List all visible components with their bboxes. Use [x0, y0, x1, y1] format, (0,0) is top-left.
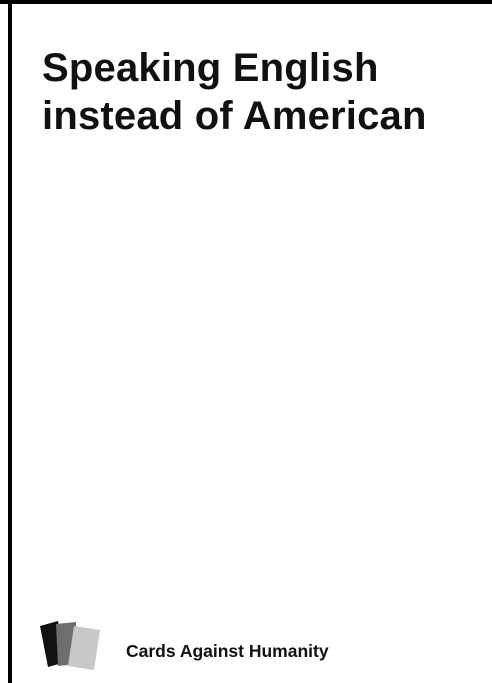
- stacked-cards-icon: [38, 612, 118, 672]
- card-text-line-2: instead of American: [42, 94, 427, 138]
- brand-name: Cards Against Humanity: [126, 641, 329, 661]
- card-border-top: [0, 0, 492, 4]
- card-text-line-1: Speaking English: [42, 46, 379, 90]
- card-answer-text: [42, 44, 482, 140]
- card-border-left: [8, 0, 12, 683]
